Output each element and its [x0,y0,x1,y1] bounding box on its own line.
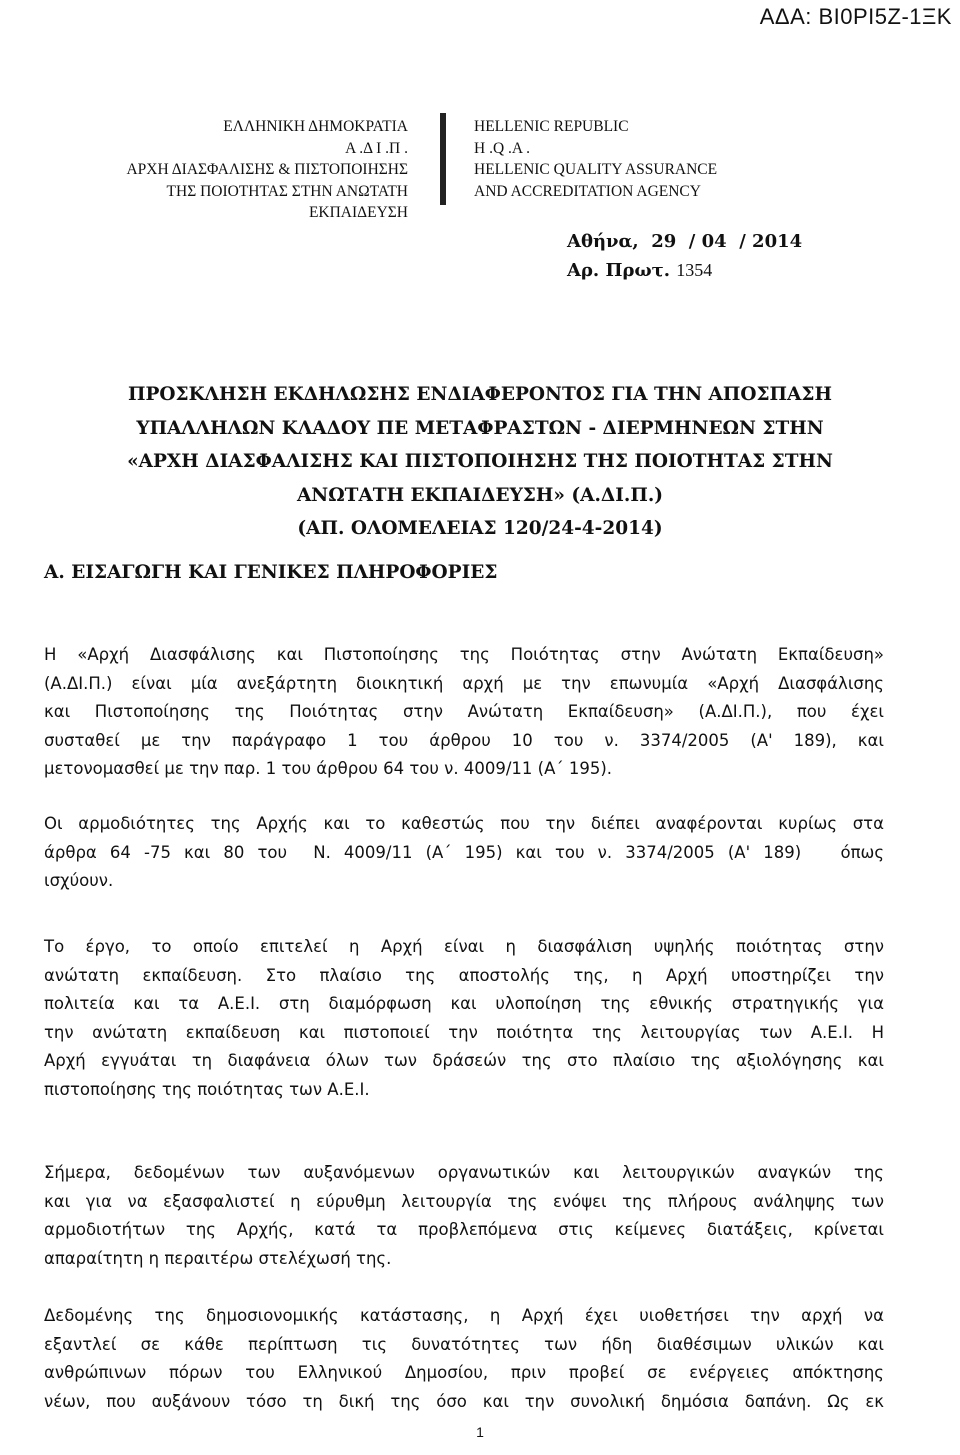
header-greek [78,116,408,224]
paragraph-line: ισχύουν. [44,871,114,890]
page-number: 1 [476,1424,484,1440]
paragraph-line: αρμοδιοτήτων της Αρχής, κατά τα προβλεπόμενα στις κείμενες διατάξεις, κρίνεται [44,1220,884,1239]
header-english-line: H .Q .A . [474,139,530,157]
paragraph-line: ανώτατη εκπαίδευση. Στο πλαίσιο της αποστολής της, η Αρχή υποστηρίζει την [44,965,884,985]
paragraph-3 [44,933,884,1104]
title-line: ΑΝΩΤΑΤΗ ΕΚΠΑΙΔΕΥΣΗ» (Α.ΔΙ.Π.) [296,484,664,506]
paragraph-line: και για να εξασφαλιστεί η εύρυθμη λειτουργία της ενόψει της πλήρους ανάληψης των [44,1191,884,1211]
header-english-line: HELLENIC REPUBLIC [474,118,629,135]
paragraph-line: απαραίτητη η περαιτέρω στελέχωσή της. [44,1248,392,1268]
paragraph-line: πιστοποίησης της ποιότητας των Α.Ε.Ι. [44,1079,370,1099]
paragraph-5 [44,1302,884,1416]
header-greek-line: Α .Δ Ι .Π . [345,139,408,157]
paragraph-line: Δεδομένης της δημοσιονομικής κατάστασης, η Αρχή έχει υιοθετήσει την αρχή να [44,1306,884,1325]
title-line: «ΑΡΧΗ ΔΙΑΣΦΑΛΙΣΗΣ ΚΑΙ ΠΙΣΤΟΠΟΙΗΣΗΣ ΤΗΣ ΠΟΙΟΤΗΤΑΣ ΣΤΗΝ [127,451,833,472]
paragraph-line: Η «Αρχή Διασφάλισης και Πιστοποίησης της Ποιότητας στην Ανώτατη Εκπαίδευση» [44,645,884,664]
title-line: ΠΡΟΣΚΛΗΣΗ ΕΚΔΗΛΩΣΗΣ ΕΝΔΙΑΦΕΡΟΝΤΟΣ ΓΙΑ ΤΗΝ ΑΠΟΣΠΑΣΗ [128,384,832,405]
paragraph-line: Το έργο, το οποίο επιτελεί η Αρχή είναι η διασφάλιση υψηλής ποιότητας στην [44,937,884,956]
ada-code: ΑΔΑ: ΒΙ0ΡΙ5Ζ-1ΞΚ [759,4,952,29]
header-greek-line: ΕΛΛΗΝΙΚΗ ΔΗΜΟΚΡΑΤΙΑ [223,118,408,135]
header-divider [440,113,446,205]
paragraph-1 [44,641,884,784]
protocol-number: 1354 [676,260,713,280]
paragraph-line: ανθρώπινων πόρων του Ελληνικού Δημοσίου, πριν προβεί σε ενέργειες απόκτησης [44,1363,884,1382]
section-heading: Α. ΕΙΣΑΓΩΓΗ ΚΑΙ ΓΕΝΙΚΕΣ ΠΛΗΡΟΦΟΡΙΕΣ [44,562,498,583]
date-line: Αθήνα, 29 / 04 / 2014 [567,231,803,252]
paragraph-2 [44,810,884,896]
paragraph-line: εξαντλεί σε κάθε περίπτωση τις δυνατότητες των ήδη διαθέσιμων υλικών και [44,1334,884,1354]
document-title [0,378,960,546]
paragraph-line: Σήμερα, δεδομένων των αυξανόμενων οργανωτικών και λειτουργικών αναγκών της [44,1163,884,1182]
paragraph-line: μετονομασθεί με την παρ. 1 του άρθρου 64 του ν. 4009/11 (Α΄ 195). [44,759,613,778]
paragraph-line: Οι αρμοδιότητες της Αρχής και το καθεστώς που την διέπει αναφέρονται κυρίως στα [44,814,884,833]
paragraph-4 [44,1159,884,1273]
paragraph-line: και Πιστοποίησης της Ποιότητας στην Ανώτατη Εκπαίδευση» (Α.ΔΙ.Π.), που έχει [44,702,884,721]
paragraph-line: (Α.ΔΙ.Π.) είναι μία ανεξάρτητη διοικητική αρχή με την επωνυμία «Αρχή Διασφάλισης [44,673,884,693]
date-block [567,228,802,285]
paragraph-line: νέων, που αυξάνουν τόσο τη δική της όσο και την συνολική δημόσια δαπάνη. Ως εκ [44,1391,884,1411]
paragraph-line: πολιτεία και τα Α.Ε.Ι. στη διαμόρφωση και υλοποίηση της εθνικής στρατηγικής για [44,994,884,1013]
paragraph-line: την ανώτατη εκπαίδευση και πιστοποιεί την ποιότητα της λειτουργίας των Α.Ε.Ι. Η [44,1022,884,1042]
protocol-label: Αρ. Πρωτ. [567,260,670,281]
header-english-line: AND ACCREDITATION AGENCY [474,182,701,200]
header-english-line: HELLENIC QUALITY ASSURANCE [474,161,718,178]
title-line: ΥΠΑΛΛΗΛΩΝ ΚΛΑΔΟΥ ΠΕ ΜΕΤΑΦΡΑΣΤΩΝ - ΔΙΕΡΜΗΝΕΩΝ ΣΤΗΝ [136,417,824,439]
paragraph-line: άρθρα 64 -75 και 80 του Ν. 4009/11 (Α΄ 195) και του ν. 3374/2005 (Α' 189) όπως [44,842,884,862]
paragraph-line: Αρχή εγγυάται τη διαφάνεια όλων των δράσεών της στο πλαίσιο της αξιολόγησης και [44,1051,884,1070]
protocol-line [567,256,802,285]
header-english [474,116,874,202]
header-greek-line: ΑΡΧΗ ΔΙΑΣΦΑΛΙΣΗΣ & ΠΙΣΤΟΠΟΙΗΣΗΣ [126,161,408,178]
header-greek-line: ΤΗΣ ΠΟΙΟΤΗΤΑΣ ΣΤΗΝ ΑΝΩΤΑΤΗ ΕΚΠΑΙΔΕΥΣΗ [166,182,408,221]
paragraph-line: συσταθεί με την παράγραφο 1 του άρθρου 10 του ν. 3374/2005 (Α' 189), και [44,730,884,750]
title-line: (ΑΠ. ΟΛΟΜΕΛΕΙΑΣ 120/24-4-2014) [297,518,663,539]
